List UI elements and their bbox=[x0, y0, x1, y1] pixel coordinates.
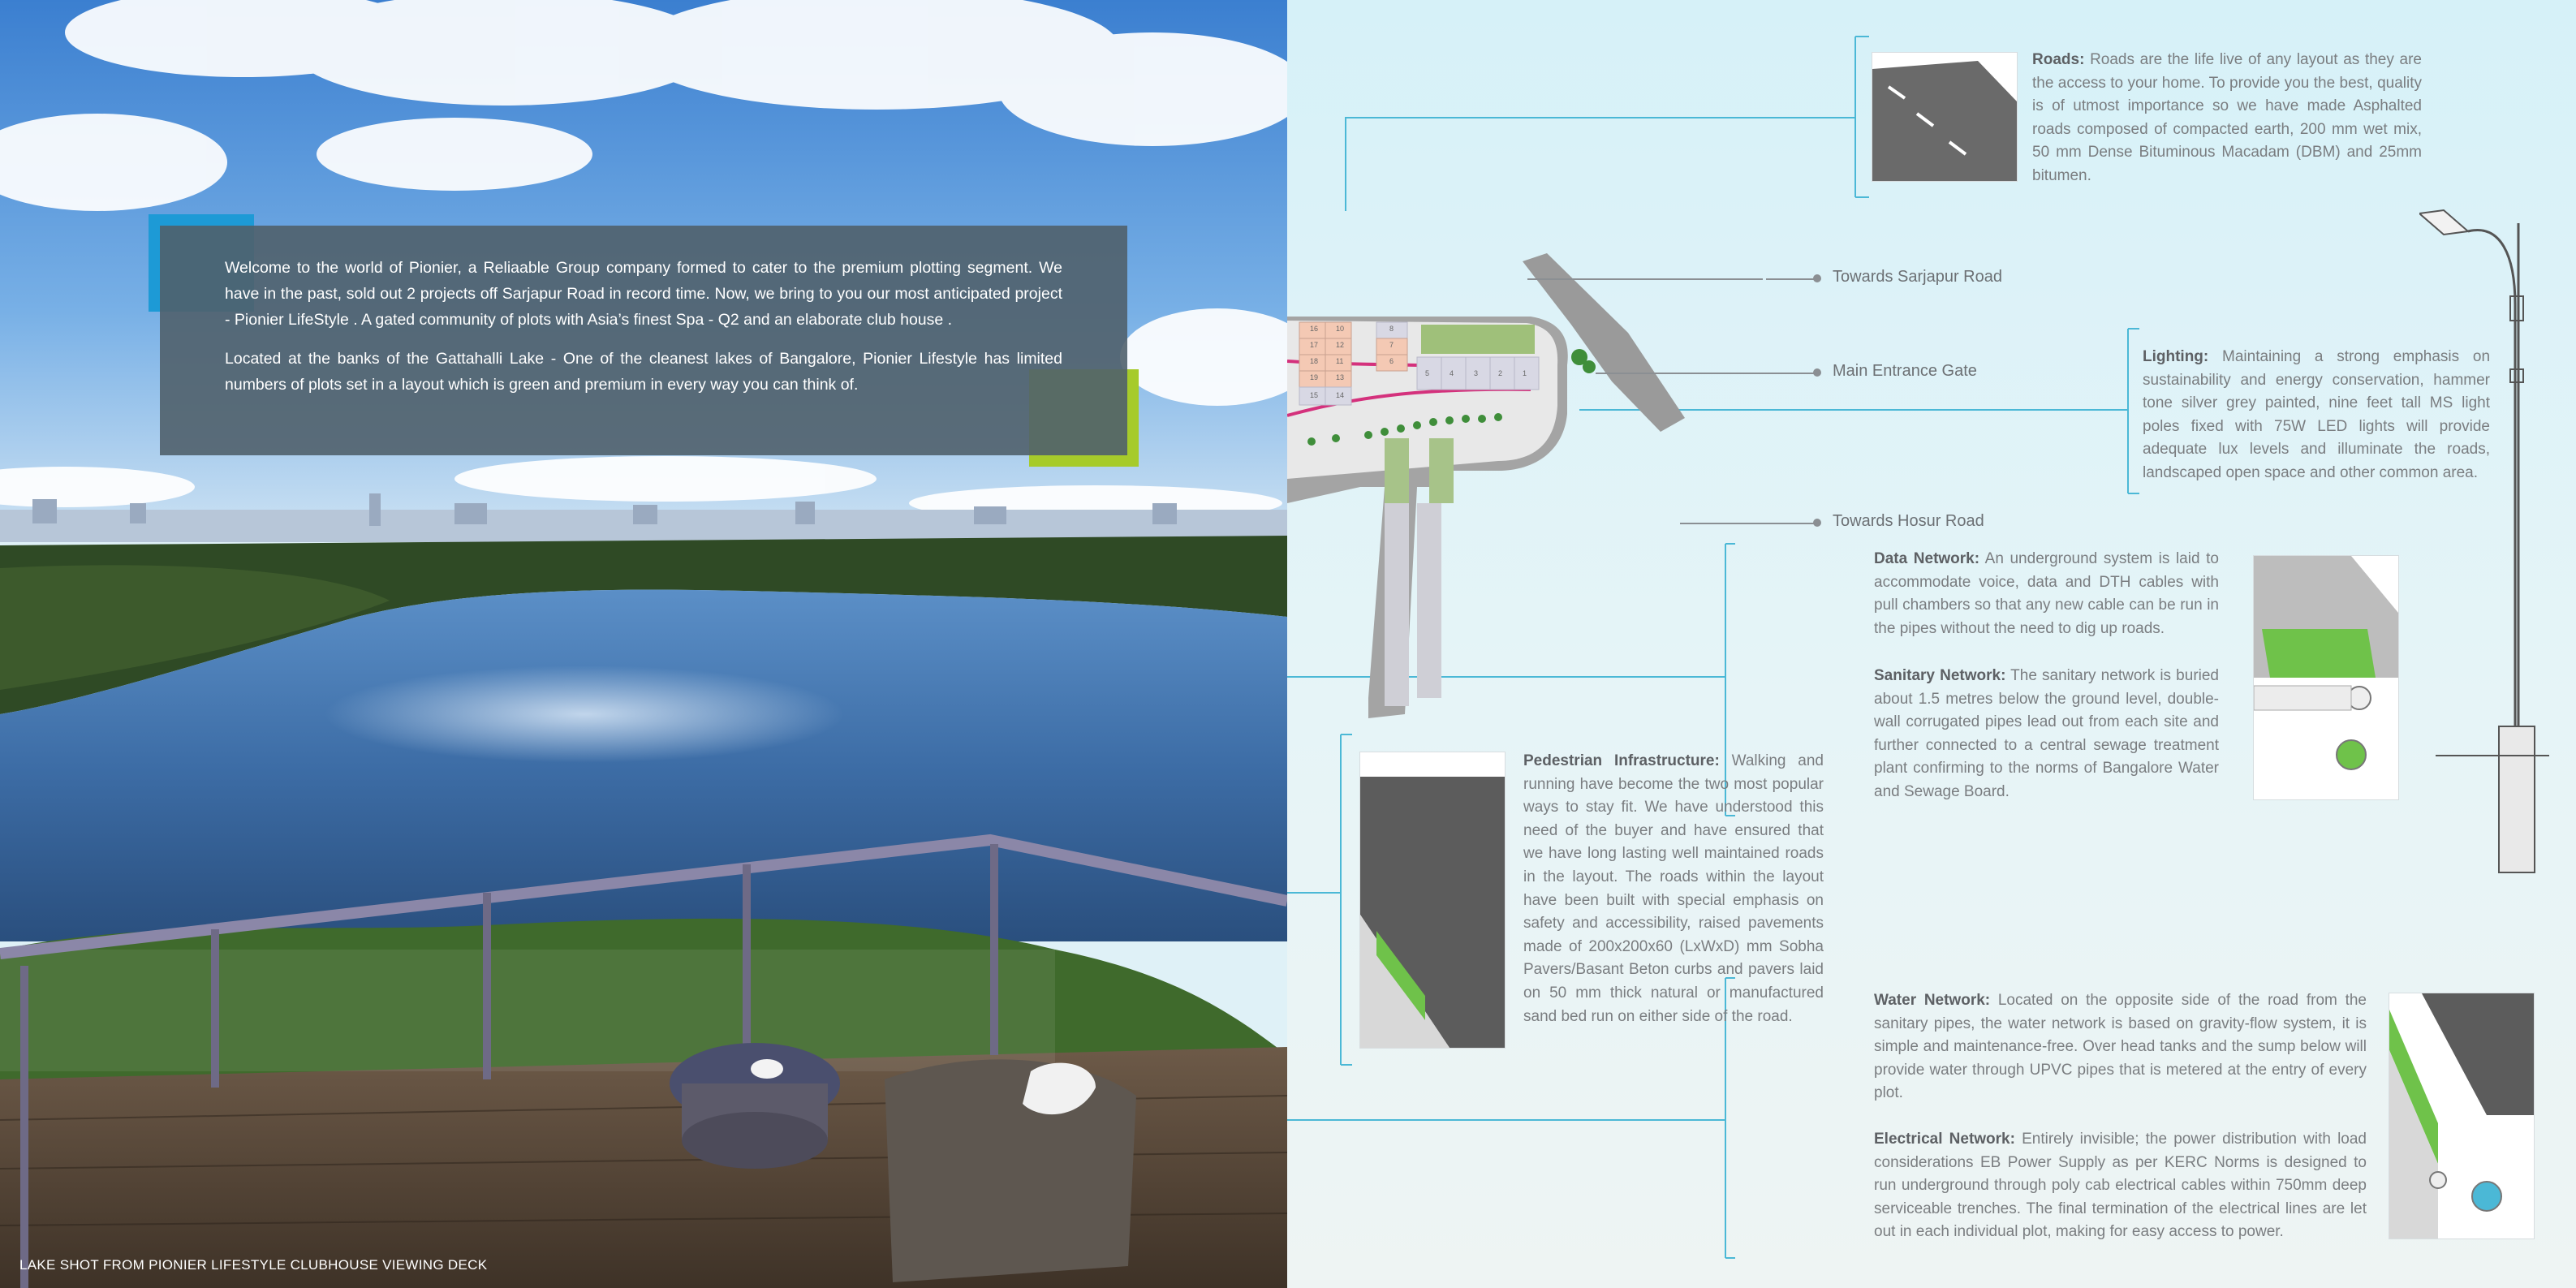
pedestrian-text: Walking and running have become the two most popular ways to stay fit. We have understood this need of the buyer and have ensured that we have long lasting well maintained roads in the layout. The roads within the layout have been built with special emphasis on safety and accessibility, raised pavements made of 200x200x60 (LxWxD) mm Sobha Pavers/Basant Beton curbs and pavers laid on 50 mm thick natural or manufactured sand bed run on either side of the road. bbox=[1523, 752, 1824, 1025]
roads-illustration bbox=[1872, 52, 2018, 182]
pedestrian-illustration bbox=[1359, 752, 1506, 1049]
photo-caption: LAKE SHOT FROM PIONIER LIFESTYLE CLUBHOUSE VIEWING DECK bbox=[19, 1257, 488, 1273]
plot-number: 12 bbox=[1336, 341, 1345, 349]
plot-number: 7 bbox=[1389, 341, 1394, 349]
gate-leader bbox=[1596, 373, 1815, 374]
lighting-text: Maintaining a strong emphasis on sustainability and energy conservation, hammer tone silver grey painted, nine feet tall MS light poles fixed with 75W LED lights will provide adequate lux levels and illuminate the roads, landscaped open space and other common area. bbox=[2143, 348, 2491, 481]
sanitary-network-title: Sanitary Network: bbox=[1874, 667, 2006, 684]
label-towards-hosur: Towards Hosur Road bbox=[1833, 512, 1984, 530]
data-network-title: Data Network: bbox=[1874, 550, 1980, 567]
lake-photo-panel bbox=[0, 0, 1287, 1288]
plot-number: 10 bbox=[1336, 325, 1345, 333]
light-pole-illustration bbox=[2419, 207, 2549, 881]
pedestrian-title: Pedestrian Infrastructure: bbox=[1523, 752, 1720, 769]
lighting-title: Lighting: bbox=[2143, 348, 2209, 365]
gate-dot bbox=[1813, 368, 1821, 377]
sanitary-network-text: The sanitary network is buried about 1.5 metres below the ground level, double-wall corrugated pipes lead out from each site and further connected to a central sewage treatment plant confirming to the norms of Bangalore Water and Sewage Board. bbox=[1874, 667, 2219, 800]
sarjapur-leader bbox=[1527, 278, 1763, 280]
plot-number: 15 bbox=[1310, 391, 1319, 399]
electrical-network-text: Entirely invisible; the power distribution with load considerations EB Power Supply as per KERC Norms is designed to run underground through poly cab electrical cables within 750mm deep serviceable trenches. The final termination of the electrical lines are let out in each individual plot, making for easy access to power. bbox=[1874, 1131, 2367, 1241]
intro-paragraph-1: Welcome to the world of Pionier, a Reliaable Group company formed to cater to the premium plotting segment. We have in the past, sold out 2 projects off Sarjapur Road in record time. Now, we bring to you our most anticipated project - Pionier LifeStyle . A gated community of plots with Asia’s finest Spa - Q2 and an elaborate club house . bbox=[225, 259, 1062, 329]
hosur-leader bbox=[1680, 523, 1815, 524]
roads-text: Roads are the life live of any layout as they are the access to your home. To provide you the best, quality is of utmost importance so we have made Asphalted roads composed of compacted earth, 200 mm wet mix, 50 mm Dense Bituminous Macadam (DBM) and 25mm bitumen. bbox=[2032, 51, 2422, 184]
plot-number: 8 bbox=[1389, 325, 1394, 333]
water-network-description bbox=[1874, 989, 2367, 1105]
intro-paragraph-2: Located at the banks of the Gattahalli Lake - One of the cleanest lakes of Bangalore, Pionier Lifestyle has limited numbers of plots set in a layout which is green and premium in every way you can think of. bbox=[225, 350, 1062, 394]
label-towards-sarjapur: Towards Sarjapur Road bbox=[1833, 268, 2002, 286]
electrical-network-title: Electrical Network: bbox=[1874, 1131, 2015, 1148]
data-network-description bbox=[1874, 548, 2219, 640]
sarjapur-leader-end bbox=[1766, 278, 1815, 280]
label-main-entrance-gate: Main Entrance Gate bbox=[1833, 362, 1977, 380]
roads-description bbox=[2032, 49, 2422, 188]
lake-photo bbox=[0, 0, 1287, 1288]
plot-number: 18 bbox=[1310, 357, 1319, 365]
water-network-title: Water Network: bbox=[1874, 992, 1991, 1009]
plot-number: 3 bbox=[1474, 369, 1479, 377]
sanitary-network-description bbox=[1874, 665, 2219, 804]
plot-number: 6 bbox=[1389, 357, 1394, 365]
plot-number: 1 bbox=[1523, 369, 1527, 377]
infrastructure-panel bbox=[1287, 0, 2576, 1288]
plot-number: 13 bbox=[1336, 373, 1345, 381]
electrical-network-description bbox=[1874, 1128, 2367, 1244]
site-layout-map bbox=[1287, 243, 1742, 730]
plot-number: 14 bbox=[1336, 391, 1345, 399]
plot-number: 2 bbox=[1498, 369, 1503, 377]
hosur-dot bbox=[1813, 519, 1821, 527]
pedestrian-description bbox=[1523, 750, 1824, 1028]
plot-number: 11 bbox=[1336, 357, 1344, 365]
data-network-text: An underground system is laid to accommodate voice, data and DTH cables with pull chambers so that any new cable can be run in the pipes without the need to dig up roads. bbox=[1874, 550, 2219, 637]
plot-number: 19 bbox=[1310, 373, 1319, 381]
water-network-text: Located on the opposite side of the road from the sanitary pipes, the water network is based on gravity-flow system, it is simple and maintenance-free. Over head tanks and the sump below will provide water through UPVC pipes that is metered at the entry of every plot. bbox=[1874, 992, 2367, 1102]
plot-number: 16 bbox=[1310, 325, 1319, 333]
roads-title: Roads: bbox=[2032, 51, 2085, 68]
water-electrical-illustration bbox=[2389, 993, 2535, 1239]
plot-number: 5 bbox=[1425, 369, 1430, 377]
plot-number: 17 bbox=[1310, 341, 1319, 349]
data-sanitary-illustration bbox=[2253, 555, 2399, 800]
plot-number: 4 bbox=[1450, 369, 1454, 377]
intro-text-box bbox=[160, 226, 1127, 455]
